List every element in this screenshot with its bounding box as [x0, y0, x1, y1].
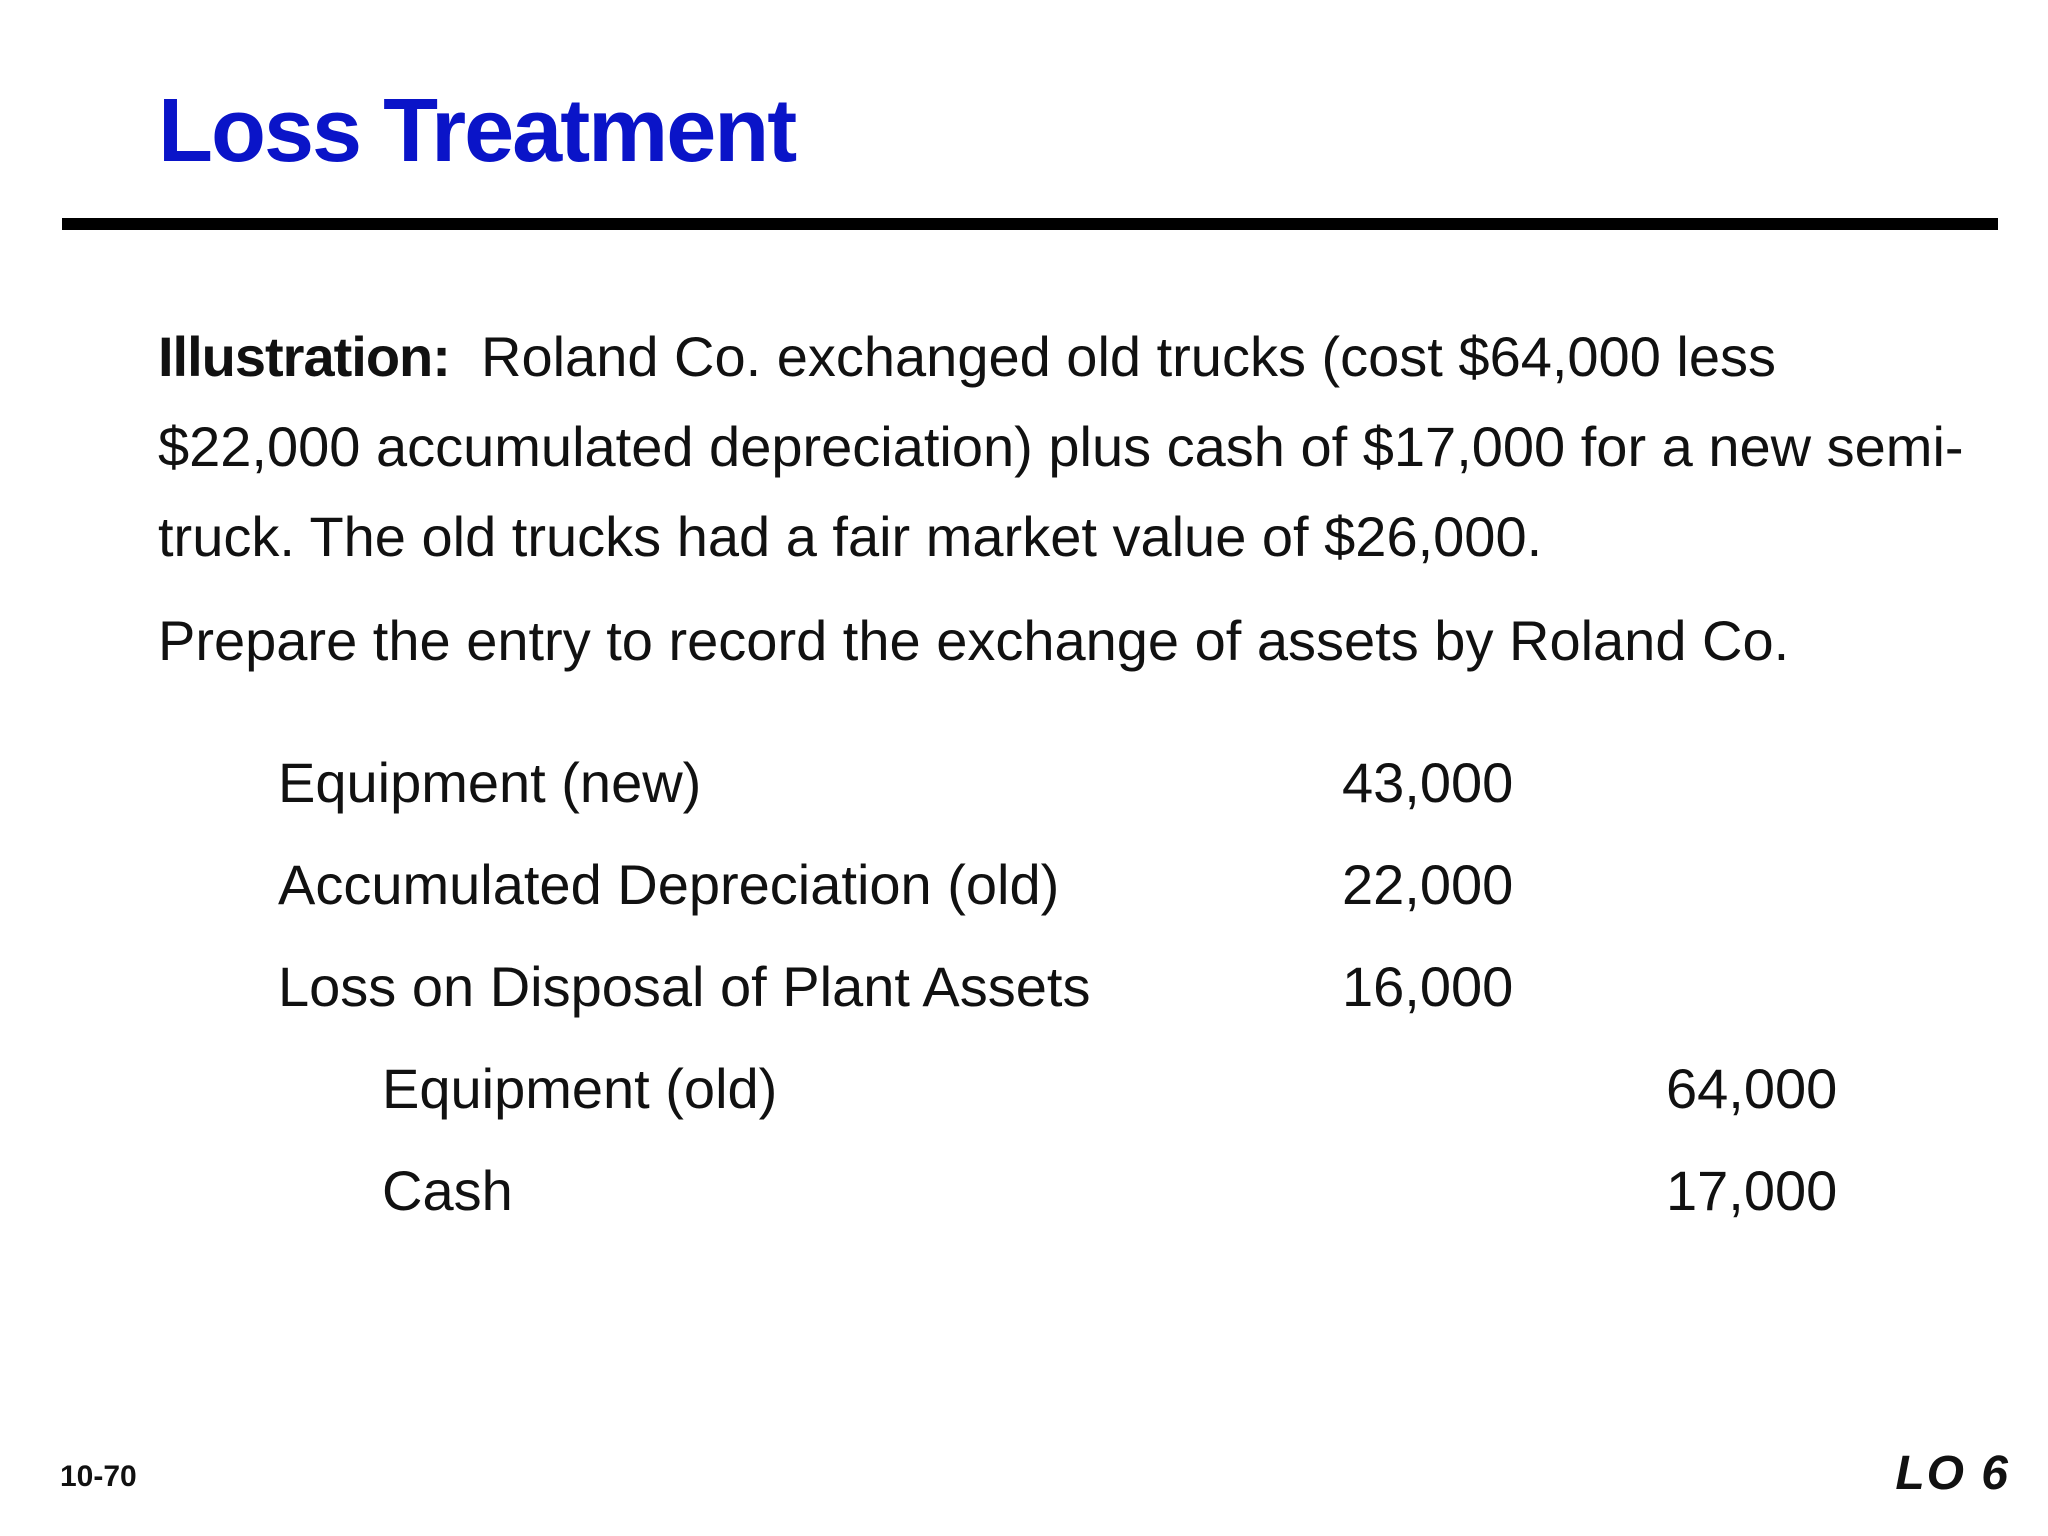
account-name: Equipment (old): [382, 1057, 778, 1120]
learning-objective-tag: LO 6: [1895, 1447, 2010, 1500]
illustration-label: Illustration:: [158, 325, 450, 388]
illustration-paragraph: [158, 312, 1978, 582]
credit-amount: 17,000: [1666, 1159, 1838, 1222]
credit-amount: 64,000: [1666, 1057, 1838, 1120]
title-divider: [62, 218, 1998, 230]
illustration-text: Roland Co. exchanged old trucks (cost $64,000 less $22,000 accumulated depreciation) plus cash of $17,000 for a new semi-truck. The old trucks had a fair market value of $26,000.: [158, 325, 1964, 568]
account-name: Accumulated Depreciation (old): [278, 853, 1060, 916]
account-name: Equipment (new): [278, 751, 702, 814]
debit-amount: 16,000: [1342, 955, 1514, 1018]
slide-number: 10-70: [60, 1460, 137, 1493]
account-name: Loss on Disposal of Plant Assets: [278, 955, 1091, 1018]
debit-amount: 43,000: [1342, 751, 1514, 814]
debit-amount: 22,000: [1342, 853, 1514, 916]
entry-prompt: Prepare the entry to record the exchange of assets by Roland Co.: [158, 609, 1790, 672]
account-name: Cash: [382, 1159, 513, 1222]
slide-title: Loss Treatment: [158, 81, 796, 181]
